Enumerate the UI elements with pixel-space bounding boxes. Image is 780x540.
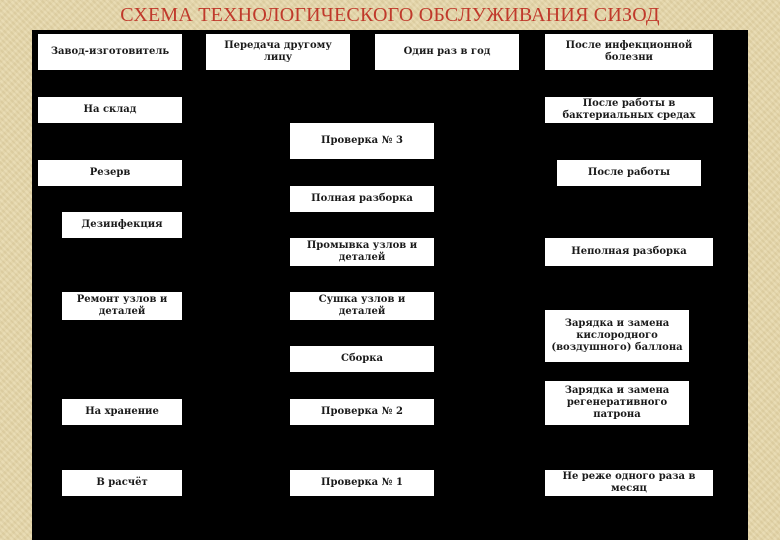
node-once-a-year: Один раз в год xyxy=(375,34,519,70)
node-after-bacterial: После работы в бактериальных средах xyxy=(545,97,713,123)
node-storage: На хранение xyxy=(62,399,182,425)
node-oxygen-cylinder: Зарядка и замена кислородного (воздушного) баллона xyxy=(545,310,689,362)
node-regen-cartridge: Зарядка и замена регенеративного патрона xyxy=(545,381,689,425)
node-manufacturer: Завод-изготовитель xyxy=(38,34,182,70)
diagram-title: СХЕМА ТЕХНОЛОГИЧЕСКОГО ОБСЛУЖИВАНИЯ СИЗОД xyxy=(120,4,660,26)
node-assembly: Сборка xyxy=(290,346,434,372)
node-monthly: Не реже одного раза в месяц xyxy=(545,470,713,496)
node-write-off: В расчёт xyxy=(62,470,182,496)
node-transfer: Передача другому лицу xyxy=(206,34,350,70)
node-repair-parts: Ремонт узлов и деталей xyxy=(62,292,182,320)
node-reserve: Резерв xyxy=(38,160,182,186)
node-check-2: Проверка № 2 xyxy=(290,399,434,425)
node-to-warehouse: На склад xyxy=(38,97,182,123)
node-partial-disassembly: Неполная разборка xyxy=(545,238,713,266)
node-wash-parts: Промывка узлов и деталей xyxy=(290,238,434,266)
node-check-3: Проверка № 3 xyxy=(290,123,434,159)
node-after-infection: После инфекционной болезни xyxy=(545,34,713,70)
node-full-disassembly: Полная разборка xyxy=(290,186,434,212)
node-dry-parts: Сушка узлов и деталей xyxy=(290,292,434,320)
node-after-work: После работы xyxy=(557,160,701,186)
node-disinfection: Дезинфекция xyxy=(62,212,182,238)
node-check-1: Проверка № 1 xyxy=(290,470,434,496)
